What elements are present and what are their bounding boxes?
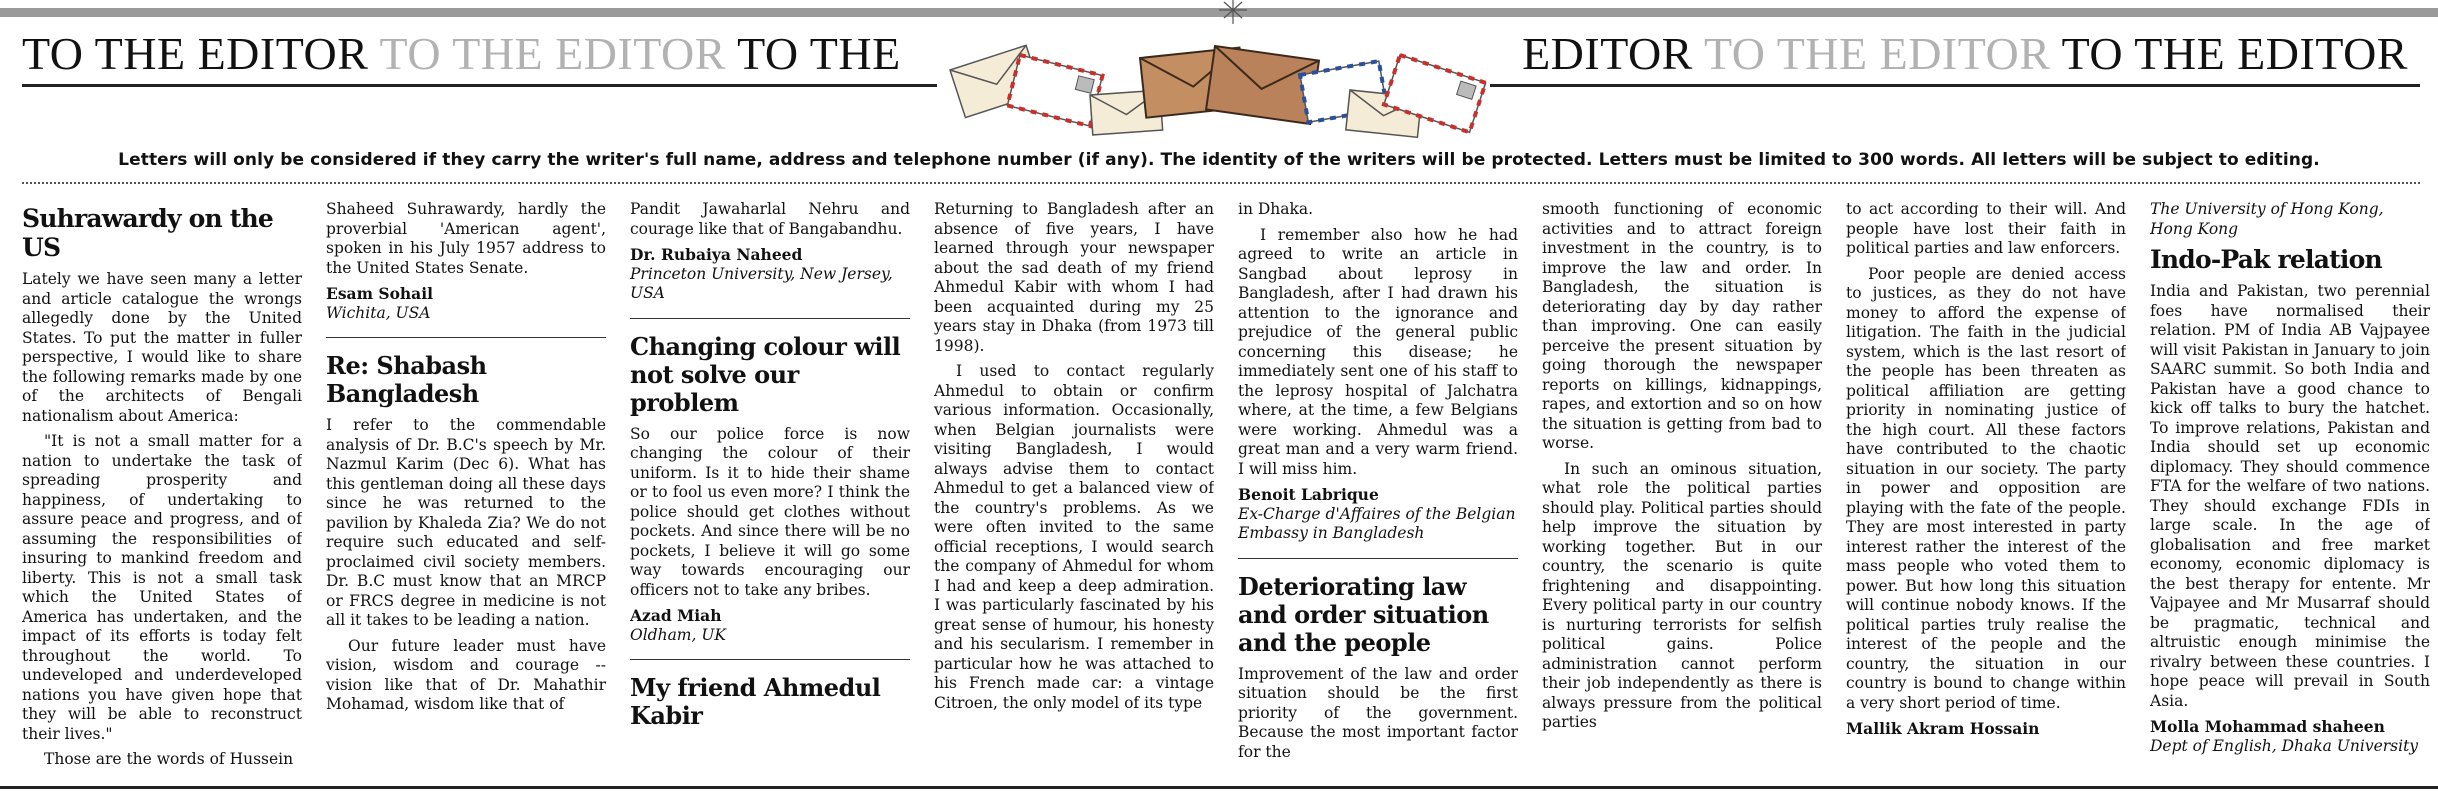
letter-paragraph: smooth functioning of economic activities and to attract foreign investment in the country, is to improve the law and order. In Bangladesh, the situation is deteriorating day by day rather than improving. One can easily perceive the present situation by going thorough the newspaper reports on killings, kidnappings, rapes, and extortion and so on how the situation is getting from bad to worse.	[1542, 200, 1822, 452]
column-7	[1846, 200, 2126, 765]
letter-author: Molla Mohammad shaheen	[2150, 717, 2385, 736]
letter-paragraph: India and Pakistan, two perennial foes have normalised their relation. PM of India AB Vajpayee will visit Pakistan in January to join SAARC summit. So both India and Pakistan have a good chance to kick off talks to bury the hatchet. To improve relations, Pakistan and India should set up economic diplomacy. They should commence FTA for the welfare of two nations. They should exchange FDIs in large scale. In the age of globalisation and free market economy, economic diplomacy is the best therapy for entente. Mr Vajpayee and Mr Musarraf should be pragmatic, technical and altruistic enough minimise the rivalry between these countries. I hope peace will prevail in South Asia.	[2150, 282, 2430, 710]
letter-headline: Suhrawardy on the US	[22, 204, 273, 262]
letter-author: Benoit Labrique	[1238, 485, 1379, 504]
letter-affiliation: The University of Hong Kong, Hong Kong	[2150, 200, 2384, 238]
letter-headline: Indo-Pak relation	[2150, 245, 2382, 274]
masthead-segment: TO THE EDITOR	[368, 28, 726, 79]
letter-author: Azad Miah	[630, 606, 722, 625]
letter-paragraph: Returning to Bangladesh after an absence of five years, I have learned through your newspaper about the sad death of my friend Ahmedul Kabir with whom I had been acquainted during my 25 years stay in Dhaka (from 1973 till 1998).	[934, 200, 1214, 355]
letter-affiliation: Ex-Charge d'Affaires of the Belgian Embassy in Bangladesh	[1238, 504, 1516, 542]
submission-notice: Letters will only be considered if they carry the writer's full name, address and telephone number (if any). The identity of the writers will be protected. Letters must be limited to 300 words. All letters will be subject to editing.	[118, 150, 2320, 170]
letter-author: Mallik Akram Hossain	[1846, 719, 2040, 738]
masthead-left	[22, 26, 901, 82]
column-6	[1542, 200, 1822, 765]
letter-paragraph: "It is not a small matter for a nation to undertake the task of spreading prosperity and happiness, of undertaking to assure peace and progress, and of assuming the responsibilities of insuring to mankind freedom and liberty. This is not a small task which the United States of America has undertaken, and the impact of its efforts is today felt throughout the world. To undeveloped and underdeveloped nations you have given hope that they will be able to reconstruct their lives."	[22, 432, 302, 743]
letter-paragraph: So our police force is now changing the colour of their uniform. Is it to hide their shame or to fool us even more? I think the police should get clothes without pockets. And since there will be no pockets, I believe it will go some way towards encouraging our officers not to take any bribes.	[630, 424, 910, 599]
masthead-segment: EDITOR	[1522, 28, 1693, 79]
letter-paragraph: Improvement of the law and order situation should be the first priority of the government. Because the most important factor for the	[1238, 664, 1518, 761]
letter-headline: Re: Shabash Bangladesh	[326, 351, 487, 408]
masthead-right	[1522, 26, 2408, 82]
letter-author: Esam Sohail	[326, 284, 434, 303]
letter-paragraph: Those are the words of Hussein	[44, 750, 294, 765]
letter-paragraph: In such an ominous situation, what role the political parties should play. Political parties should help improve the situation by working together. But in our country, the scenario is quite frightening and disappointing. Every political party in our country is nurturing terrorists for selfish political gains. Police administration cannot perform their job independently as there is always pressure from the political parties	[1542, 459, 1822, 731]
letter-paragraph: Shaheed Suhrawardy, hardly the proverbial 'American agent', spoken in his July 1957 address to the United States Senate.	[326, 200, 606, 277]
letter-paragraph: in Dhaka.	[1238, 200, 1314, 218]
masthead-segment: TO THE EDITOR	[1692, 28, 2051, 79]
letter-affiliation: Princeton University, New Jersey, USA	[630, 264, 893, 302]
letter-paragraph: to act according to their will. And people have lost their faith in political parties and law enforcers.	[1846, 200, 2126, 257]
letter-affiliation: Dept of English, Dhaka University	[2150, 736, 2419, 755]
notice-dotted-rule	[22, 182, 2420, 184]
letter-headline: Deteriorating law and order situation and the people	[1238, 571, 1489, 657]
letter-paragraph: Our future leader must have vision, wisdom and courage -- vision like that of Dr. Mahathir Mohamad, wisdom like that of	[326, 636, 606, 713]
letter-author: Dr. Rubaiya Naheed	[630, 245, 803, 264]
column-8	[2150, 200, 2430, 765]
column-1	[22, 200, 302, 765]
column-3	[630, 200, 910, 765]
letter-paragraph: Lately we have seen many a letter and article catalogue the wrongs allegedly done by the United States. To put the matter in fuller perspective, I would like to share the following remarks made by one of the architects of Bengali nationalism about America:	[22, 270, 302, 425]
column-5	[1238, 200, 1518, 765]
letter-paragraph: I used to contact regularly Ahmedul to obtain or confirm various information. Occasionally, when Belgian journalists were visiting Bangladesh, I would always advise them to contact Ahmedul to get a balanced view of the country's problems. As we were often invited to the same official receptions, I would search the company of Ahmedul for whom I had and keep a deep admiration. I was particularly fascinated by his great sense of humour, his honesty and his secularism. I remember in particular how he was attached to his French made car: a vintage Citroen, the only model of its type	[934, 362, 1214, 712]
letter-headline: My friend Ahmedul Kabir	[630, 673, 881, 730]
letter-paragraph: I refer to the commendable analysis of Dr. B.C's speech by Mr. Nazmul Karim (Dec 6). What has this gentleman doing all these days since he was returned to the pavilion by Khaleda Zia? We do not require such educated and self-proclaimed civil society members. Dr. B.C must know that an MRCP or FRCS degree in medicine is not all it takes to be leading a nation.	[326, 416, 606, 629]
letter-affiliation: Oldham, UK	[630, 625, 727, 644]
letter-separator	[1238, 558, 1518, 559]
masthead-segment: TO THE	[725, 28, 901, 79]
column-2	[326, 200, 606, 765]
letter-separator	[326, 337, 606, 338]
letter-separator	[630, 659, 910, 660]
letter-paragraph: Poor people are denied access to justices, as they do not have money to afford the expense of litigation. The faith in the judicial system, which is the last resort of the people has been threaten as political affiliation are getting priority in nominating justice of the high court. All these factors have contributed to the chaotic situation in our society. The party in power and opposition are playing with the fate of the people. They are most interested in party interest rather the interest of the mass people who voted them to power. But how long this situation will continue nobody knows. If the political parties truly realise the interest of the people and the country, the situation in our country is bound to change within a very short period of time.	[1846, 264, 2126, 712]
masthead-segment: TO THE EDITOR	[2050, 28, 2408, 79]
column-4	[934, 200, 1214, 765]
letter-affiliation: Wichita, USA	[326, 303, 431, 322]
letter-paragraph: Pandit Jawaharlal Nehru and courage like that of Bangabandhu.	[630, 200, 910, 238]
letter-paragraph: I remember also how he had agreed to write an article in Sangbad about leprosy in Bangladesh, after I had drawn his attention to the ignorance and prejudice of the general public concerning this disease; he immediately sent one of his staff to the leprosy hospital of Jalchatra where, at the time, a few Belgians were working. Ahmedul was a great man and a very warm friend. I will miss him.	[1238, 225, 1518, 478]
letter-headline: Changing colour will not solve our problem	[630, 331, 901, 417]
letter-separator	[630, 318, 910, 319]
bottom-rule	[0, 786, 2438, 789]
masthead-rule-left	[22, 84, 937, 87]
masthead-rule-right	[1490, 84, 2420, 87]
masthead-segment: TO THE EDITOR	[22, 28, 369, 79]
envelopes-illustration-icon	[930, 0, 1530, 140]
